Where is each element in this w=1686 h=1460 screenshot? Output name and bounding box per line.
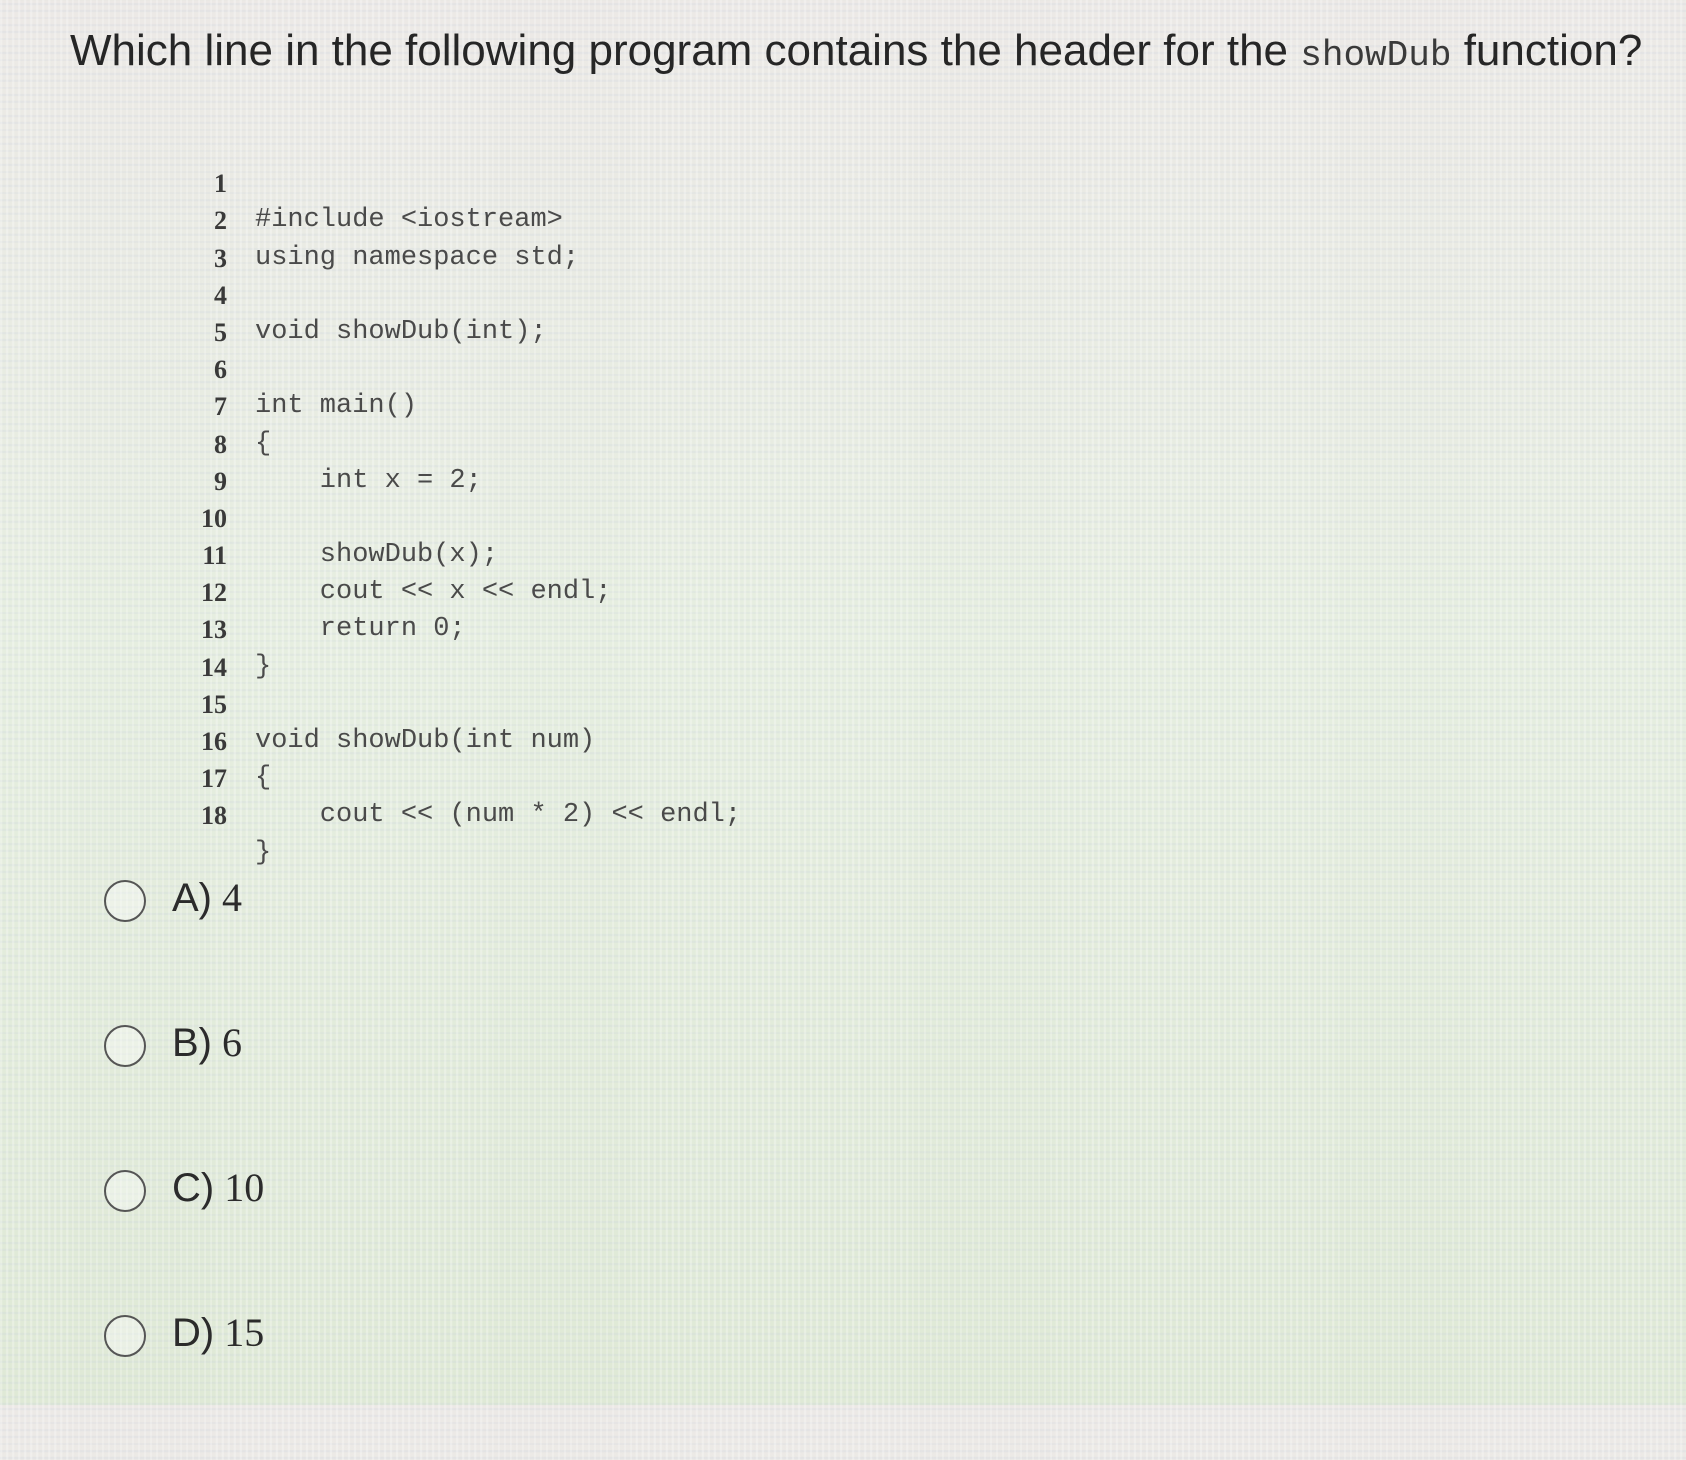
code-text: { bbox=[255, 428, 272, 459]
line-number: 12 bbox=[201, 578, 227, 608]
choice-value: 6 bbox=[222, 1020, 242, 1065]
code-line bbox=[175, 202, 227, 273]
code-text: void showDub(int num) bbox=[255, 726, 596, 757]
code-text: cout << x << endl; bbox=[255, 577, 612, 608]
code-line bbox=[175, 277, 227, 347]
choice-value: 15 bbox=[224, 1310, 265, 1355]
code-text: cout << (num * 2) << endl; bbox=[255, 800, 742, 831]
choice-c-label[interactable] bbox=[172, 1164, 264, 1211]
line-number: 7 bbox=[214, 392, 227, 422]
choice-a-label[interactable] bbox=[172, 874, 242, 921]
choice-d-label[interactable] bbox=[172, 1309, 264, 1356]
line-number: 2 bbox=[214, 206, 227, 236]
line-number: 15 bbox=[201, 689, 227, 719]
choice-value: 4 bbox=[222, 875, 242, 920]
question-code-term: showDub bbox=[1300, 35, 1452, 76]
code-text: } bbox=[255, 837, 272, 868]
code-text: return 0; bbox=[255, 614, 466, 645]
code-line bbox=[175, 128, 563, 236]
code-text: int main() bbox=[255, 391, 418, 422]
code-text: } bbox=[255, 651, 272, 682]
code-text: int x = 2; bbox=[255, 465, 482, 496]
code-text: { bbox=[255, 763, 272, 794]
question-suffix: function? bbox=[1451, 26, 1643, 75]
line-number: 16 bbox=[201, 727, 227, 757]
line-number: 9 bbox=[214, 466, 227, 496]
code-line bbox=[175, 351, 272, 459]
choice-letter: A) bbox=[172, 876, 212, 920]
line-number: 18 bbox=[201, 801, 227, 831]
choice-b-label[interactable] bbox=[172, 1019, 242, 1066]
line-number: 6 bbox=[214, 355, 227, 385]
code-line bbox=[175, 426, 227, 496]
line-number: 1 bbox=[214, 169, 227, 199]
radio-button-b[interactable] bbox=[104, 1025, 146, 1067]
choice-letter: B) bbox=[172, 1021, 212, 1065]
line-number: 10 bbox=[201, 503, 227, 533]
line-number: 3 bbox=[214, 243, 227, 273]
code-text: void showDub(int); bbox=[255, 316, 547, 347]
line-number: 8 bbox=[214, 429, 227, 459]
code-text: showDub(x); bbox=[255, 540, 499, 571]
line-number: 5 bbox=[214, 317, 227, 347]
line-number: 14 bbox=[201, 652, 227, 682]
line-number: 11 bbox=[202, 541, 227, 571]
line-number: 13 bbox=[201, 615, 227, 645]
code-text: using namespace std; bbox=[255, 242, 580, 273]
radio-button-c[interactable] bbox=[104, 1170, 146, 1212]
code-text: #include <iostream> bbox=[255, 205, 563, 236]
choice-letter: D) bbox=[172, 1311, 215, 1355]
radio-button-a[interactable] bbox=[104, 880, 146, 922]
choice-letter: C) bbox=[172, 1166, 215, 1210]
line-number: 17 bbox=[201, 764, 227, 794]
code-listing bbox=[175, 128, 742, 868]
line-number: 4 bbox=[214, 280, 227, 310]
radio-button-d[interactable] bbox=[104, 1315, 146, 1357]
question-prefix: Which line in the following program contains the header for the bbox=[70, 26, 1301, 75]
choice-value: 10 bbox=[224, 1165, 265, 1210]
question-text bbox=[70, 14, 1650, 93]
